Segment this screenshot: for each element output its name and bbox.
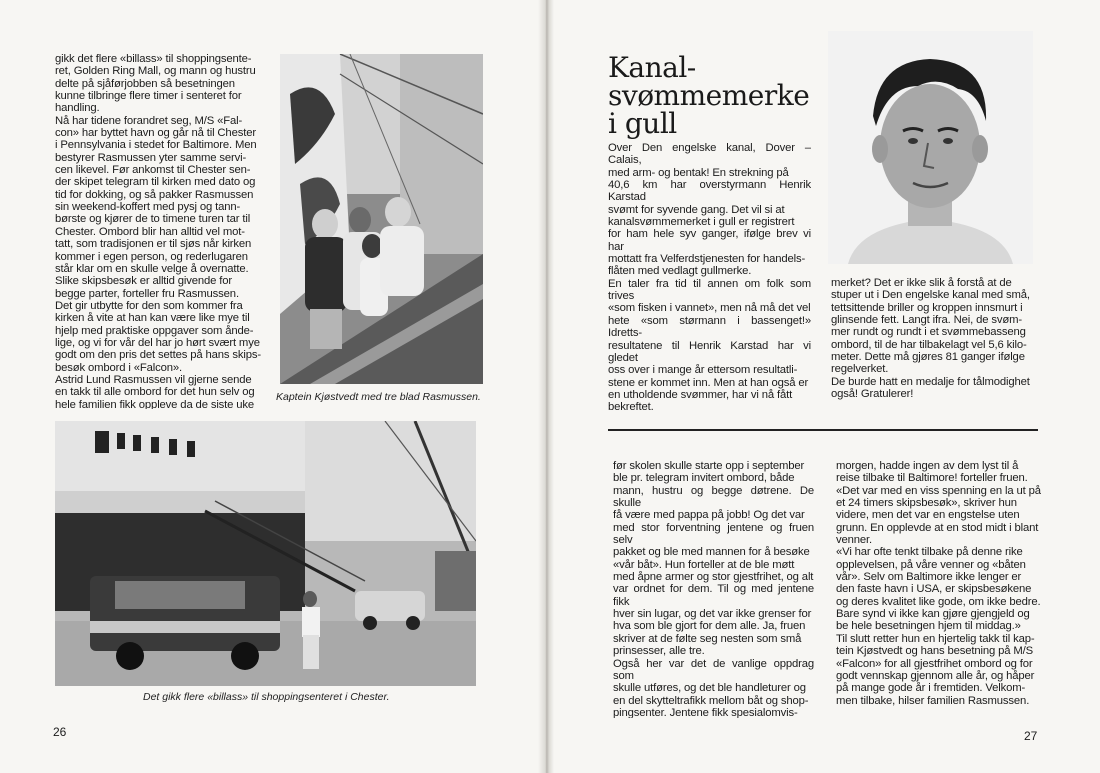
photo-captain-with-family [280,54,483,384]
book-spine [538,0,554,773]
photo-bottom-caption: Det gikk flere «billass» til shoppingsenteret i Chester. [143,691,390,703]
article-continued-column: merket? Det er ikke slik å forstå at de stuper ut i Den engelske kanal med små, tettsittende briller og kroppen innsmurt i glinsende fett. Langt ifra. Nei, de svøm- mer rundt og rundt i et svømmebasseng ombord, til de har tilbakelagt vel 5,6 kilo- meter. Dette må gjøres 81 ganger ifølge regelverket. De burde hatt en medalje for tålmodighet også! Gratulerer! [831,277,1030,401]
photo-henrik-karstad-portrait [828,31,1033,264]
photo-ship-and-car [55,421,476,686]
article-bottom-left-column: før skolen skulle starte opp i september ble pr. telegram invitert ombord, både mann, hustru og begge døtrene. De skulle få være med pappa på jobb! Og det var med stor forventning jentene og fruen selv pakket og ble med mannen for å besøke «vår båt». Hun forteller at de ble møtt med åpne armer og stor gjestfrihet, og alt var ordnet for dem. Til og med jentene fikk hver sin lugar, og det var ikke grenser for hva som ble gjort for dem alle. Ja, fruen skriver at de følte seg nesten som små prinsesser, alle tre. Også her var det de vanlige oppdrag som skulle utføres, og det ble handleturer og en del skytteltrafikk mellom båt og shop- pingsenter. Jentene fikk spesialomvis- [613,460,814,718]
photo-top-caption: Kaptein Kjøstvedt med tre blad Rasmussen. [276,391,481,403]
article-intro-column: Over Den engelske kanal, Dover – Calais, med arm- og bentak! En strekning på 40,6 km har overstyrmann Henrik Karstad svømt for syvende gang. Det vil si at kanalsvømmemerket i gull er registrert for ham hele syv ganger, ifølge brev vi har mottatt fra Velferdstjenesten for handels- flåten med vedlagt gullmerke. En taler fra tid til annen om folk som trives «som fisken i vannet», men nå må det vel hete «som størmann i bassenget!» Idretts- resultatene til Henrik Karstad har vi gledet oss over i mange år ettersom resultatli- stene er kommet inn. Men at han også er en utholdende svømmer, har vi nå fått bekreftet. [608,142,811,414]
article-bottom-right-column: morgen, hadde ingen av dem lyst til å reise tilbake til Baltimore! forteller fruen. «Det var med en viss spenning en la ut på et 24 timers skipsbesøk», skriver hun videre, men det var en engstelse uten grunn. En opplevde at en stod midt i blant venner. «Vi har ofte tenkt tilbake på denne rike opplevelsen, på våre venner og «båten vår». Selv om Baltimore ikke lenger er den faste havn i USA, er skipsbesøkene og deres kvalitet like gode, om ikke bedre. Bare synd vi ikke kan gjøre gjengjeld og be hele besetningen hjem til middag.» Til slutt retter hun en hjertelig takk til kap- tein Kjøstvedt og hans besetning på M/S «Falcon» for all gjestfrihet ombord og for godt vennskap gjennom alle år, og håper på mange gode år i fremtiden. Velkom- men tilbake, hilser familien Rasmussen. [836,460,1041,707]
article-column-left-top: gikk det flere «billass» til shoppingsente- ret, Golden Ring Mall, og mann og hustru delte på sjåførjobben så besetningen kunne tilbringe flere timer i senteret for handling. Nå har tidene forandret seg, M/S «Fal- con» har byttet havn og går nå til Chester i Pennsylvania i stedet for Baltimore. Men bestyrer Rasmussen yter samme servi- cen likevel. Før ankomst til Chester sen- der skipet telegram til kirken med dato og tid for dokking, og så pakker Rasmussen sin weekend-koffert med pysj og tann- børste og kjører de to timene turen tar til Chester. Ombord blir han alltid vel mot- tatt, som tradisjonen er til sjøs når kirken kommer i egen person, og rederlugaren står klar om en skulle velge å overnatte. Slike skipsbesøk er alltid givende for begge parter, forteller fru Rasmussen. Det gir utbytte for den som kommer fra kirken å vite at han kan være like mye til hjelp med praktiske oppgaver som ånde- lige, og vi for vår del har jo hørt svært mye godt om den pris det settes på hans skips- besøk ombord i «Falcon». Astrid Lund Rasmussen vil gjerne sende en takk til alle ombord for det hun selv og hele familien fikk oppleve da de siste uke [55,53,261,409]
section-divider [608,429,1038,431]
article-headline: Kanal- svømmemerke i gull [608,51,810,140]
page-number-left: 26 [53,725,67,739]
page-number-right: 27 [1024,729,1038,743]
